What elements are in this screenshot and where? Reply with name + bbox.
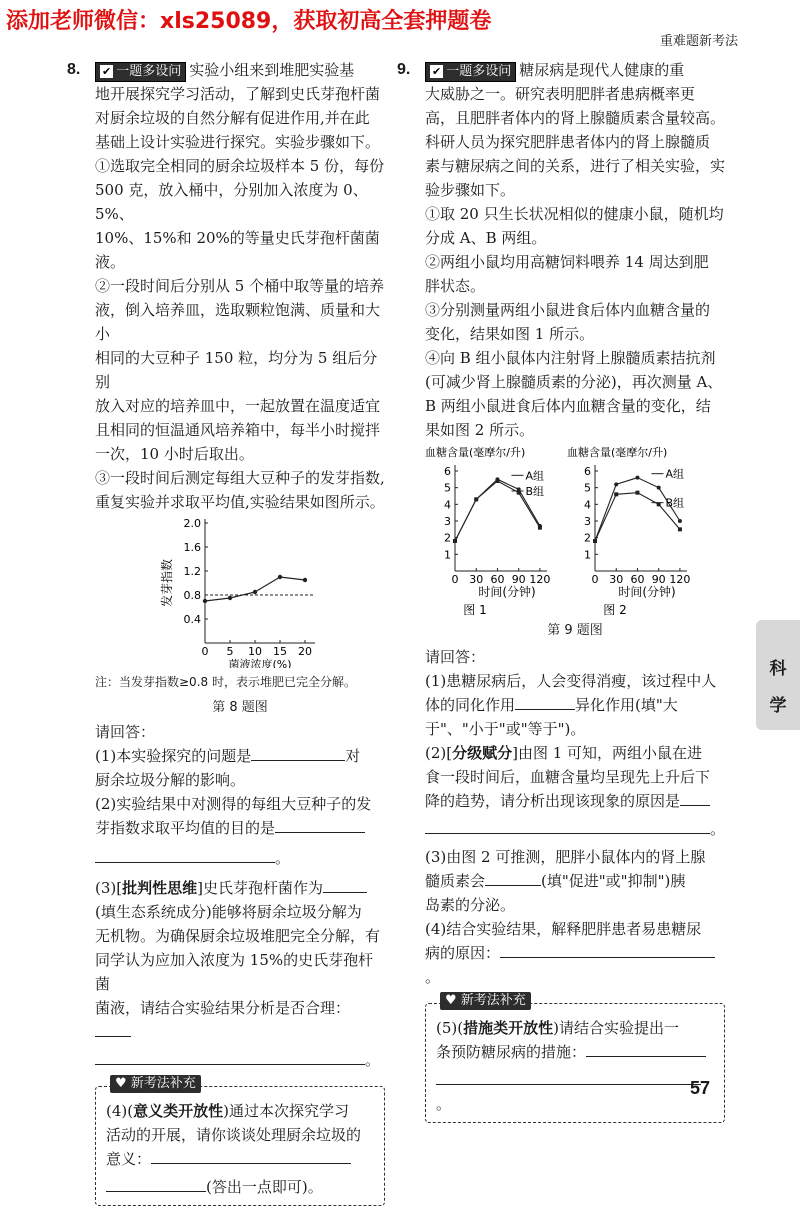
q9-sub2 [425, 741, 725, 765]
q9-sub2-blank-b[interactable] [425, 817, 710, 834]
q8-line: ③一段时间后测定每组大豆种子的发芽指数, [95, 469, 385, 487]
x-tick-label: 20 [298, 645, 312, 658]
side-tab-char-2: 学 [769, 696, 787, 716]
q8-sub3-line [95, 1048, 385, 1072]
x-tick-label: 60 [490, 573, 505, 586]
q8-sub2-blank-b[interactable] [95, 846, 275, 863]
q9-line: 变化，结果如图 1 所示。 [425, 325, 595, 343]
q8-sub2-cont [95, 816, 385, 840]
q8-caption: 第 8 题图 [212, 700, 268, 715]
q9-sub2-c: 食一段时间后，血糖含量均呈现先上升后下 [425, 768, 711, 786]
chart-title: 图 1 [463, 603, 487, 617]
q9-sub2-tag: 分级赋分 [452, 744, 513, 762]
y-axis-label: 发芽指数 [160, 558, 174, 608]
q8-sub3-blank-a[interactable] [323, 876, 367, 893]
q8-sub2-end: 。 [275, 849, 291, 867]
q8-sub3-c: (填生态系统成分)能够将厨余垃圾分解为 [95, 903, 362, 921]
q8-sub4 [106, 1099, 374, 1123]
x-tick-label: 0 [591, 573, 599, 586]
x-axis-label: 菌液浓度(%) [228, 658, 292, 668]
q9-line: 分成 A、B 两组。 [425, 229, 547, 247]
y-tick-label: 6 [584, 465, 591, 478]
q8-sub4-c: 活动的开展，请你谈谈处理厨余垃圾的 [106, 1126, 362, 1144]
q9-sub5 [436, 1016, 714, 1040]
q9-sub4-blank[interactable] [500, 941, 715, 958]
x-tick-label: 90 [511, 573, 526, 586]
legend-label: B组 [665, 496, 685, 510]
series-line [205, 577, 305, 601]
y-tick-label: 1.2 [183, 565, 201, 578]
q9-sub5-blank-a[interactable] [586, 1040, 706, 1057]
legend-label: B组 [525, 485, 545, 498]
q8-sub3 [95, 876, 385, 900]
q9-sub5-line [436, 1068, 714, 1116]
data-point [228, 596, 232, 600]
q8-line: ✔ 一题多设问 实验小组来到堆肥实验基 [95, 58, 385, 82]
subject-side-tab [756, 620, 800, 730]
y-tick-label: 3 [444, 515, 451, 528]
q8-sub3-open: (3)[ [95, 879, 123, 897]
legend-label: A组 [525, 469, 544, 483]
q9-sub3-blank[interactable] [485, 869, 541, 886]
data-point [538, 526, 542, 530]
q9-sub2-d [425, 789, 725, 813]
q9-answer-prompt: 请回答： [425, 648, 486, 666]
q8-line: ②一段时间后分别从 5 个桶中取等量的培养 [95, 277, 385, 295]
q8-sub3-blank-b[interactable] [95, 1020, 131, 1037]
q8-line: 500 克，放入桶中，分别加入浓度为 0、5%、 [95, 181, 368, 223]
q9-sub5-open: (5)( [436, 1019, 464, 1037]
page-number: 57 [689, 1078, 710, 1098]
y-tick-label: 3 [584, 515, 591, 528]
x-tick-label: 90 [651, 573, 666, 586]
q8-box-title: ♥ 新考法补充 [110, 1075, 201, 1093]
check-icon: ✔ [102, 65, 112, 78]
y-axis-label: 血糖含量(毫摩尔/升) [567, 446, 668, 459]
q8-sub4-e-text: (答出一点即可)。 [206, 1178, 323, 1196]
question-9-number: 9. [397, 61, 411, 78]
q8-sub1-blank[interactable] [251, 744, 345, 761]
y-tick-label: 4 [444, 498, 451, 512]
q8-sub2: (2)实验结果中对测得的每组大豆种子的发 [95, 795, 372, 813]
q9-sub3-text: 髓质素会 [425, 872, 486, 890]
question-8 [67, 58, 385, 1206]
data-point [253, 590, 257, 594]
q9-extra-box [425, 993, 725, 1123]
q8-answer-prompt: 请回答： [95, 723, 156, 741]
q9-sub2-text: ]由图 1 可知，两组小鼠在进 [512, 744, 703, 762]
q8-sub4-blank-a[interactable] [151, 1147, 351, 1164]
y-tick-label: 2.0 [183, 518, 201, 530]
x-tick-label: 30 [609, 573, 624, 586]
data-point [614, 492, 618, 496]
y-tick-label: 4 [584, 498, 591, 512]
q9-sub1-b [425, 693, 725, 717]
y-tick-label: 1.6 [183, 541, 201, 554]
q8-sub3-e: 同学认为应加入浓度为 15%的史氏芽孢杆菌 [95, 951, 374, 993]
q8-sub1-cont: 厨余垃圾分解的影响。 [95, 771, 246, 789]
q8-sub3-f-text: 菌液，请结合实验结果分析是否合理： [95, 999, 351, 1017]
side-tab-char-1: 科 [769, 659, 787, 679]
q8-line: 地开展探究学习活动，了解到史氏芽孢杆菌 [95, 85, 381, 103]
q8-sub4-open: (4)( [106, 1102, 134, 1120]
q9-sub5-end: 。 [436, 1095, 452, 1113]
q9-line: 高，且肥胖者体内的肾上腺髓质素含量较高。 [425, 109, 726, 127]
check-icon: ✔ [432, 65, 442, 78]
data-point [203, 599, 207, 603]
q9-line: 科研人员为探究肥胖患者体内的肾上腺髓质 [425, 133, 711, 151]
x-tick-label: 120 [529, 573, 551, 586]
q9-caption: 第 9 题图 [547, 623, 603, 638]
q8-sub2-text: 芽指数求取平均值的目的是 [95, 819, 276, 837]
q9-sub5-c-text: 条预防糖尿病的措施： [436, 1043, 587, 1061]
x-axis-label: 时间(分钟) [478, 585, 536, 599]
q8-line: 对厨余垃圾的自然分解有促进作用,并在此 [95, 109, 370, 127]
x-tick-label: 5 [226, 645, 234, 658]
header-title: 重难题新考法 [659, 34, 738, 49]
q9-sub1-blank[interactable] [515, 693, 575, 710]
q8-tag: ✔ 一题多设问 [95, 62, 186, 82]
q8-line: 液，倒入培养皿，选取颗粒饱满、质量和大小 [95, 301, 381, 343]
q8-sub3-d: 无机物。为确保厨余垃圾堆肥完全分解，有 [95, 927, 381, 945]
q9-sub1-text: 体的同化作用 [425, 696, 516, 714]
q9-tag: ✔ 一题多设问 [425, 62, 516, 82]
data-point [593, 539, 597, 543]
q9-box-title: ♥ 新考法补充 [440, 992, 531, 1010]
q8-line: ①选取完全相同的厨余垃圾样本 5 份，每份 [95, 157, 385, 175]
y-tick-label: 6 [444, 465, 451, 478]
data-point [278, 575, 282, 579]
data-point [635, 476, 639, 480]
y-tick-label: 2 [444, 531, 451, 545]
q9-line: 胖状态。 [425, 277, 486, 295]
q9-sub1-text-c: 异化作用(填"大 [575, 696, 678, 714]
y-tick-label: 1 [444, 548, 451, 562]
q9-text [425, 58, 725, 442]
q9-line: 果如图 2 所示。 [425, 421, 535, 439]
q9-sub4-b [425, 941, 725, 989]
x-tick-label: 10 [248, 645, 262, 658]
q8-sub3-blank-c[interactable] [95, 1048, 365, 1065]
y-tick-label: 1 [584, 548, 591, 562]
q9-charts-svg [425, 444, 725, 619]
q9-sub5-blank-b[interactable] [436, 1068, 701, 1085]
q9-sub3: (3)由图 2 可推测，肥胖小鼠体内的肾上腺 [425, 848, 706, 866]
q9-line: 素与糖尿病之间的关系，进行了相关实验，实 [425, 157, 726, 175]
q8-line: 10%、15%和 20%的等量史氏芽孢杆菌菌液。 [95, 229, 380, 271]
q8-sub3-end: 。 [365, 1051, 381, 1069]
data-point [657, 486, 661, 490]
q8-chart-svg [95, 518, 385, 668]
q9-line: ①取 20 只生长状况相似的健康小鼠，随机均 [425, 205, 724, 223]
q9-sub5-tag: 措施类开放性 [463, 1019, 554, 1037]
question-8-number: 8. [67, 61, 81, 78]
q8-sub3-f [95, 996, 385, 1044]
x-tick-label: 0 [451, 573, 459, 586]
y-axis-label: 血糖含量(毫摩尔/升) [425, 446, 526, 459]
legend-label: A组 [665, 467, 684, 481]
q8-sub2-blank-a[interactable] [275, 816, 365, 833]
q9-line: 大威胁之一。研究表明肥胖者患病概率更 [425, 85, 696, 103]
q9-sub4-text: 病的原因： [425, 944, 501, 962]
x-tick-label: 0 [201, 645, 209, 658]
data-point [474, 497, 478, 501]
q8-sub1 [95, 744, 385, 768]
y-tick-label: 5 [584, 481, 591, 495]
question-9 [397, 58, 726, 1123]
q9-sub3-b [425, 869, 725, 893]
q9-line: ③分别测量两组小鼠进食后体内血糖含量的 [425, 301, 711, 319]
q9-charts [425, 444, 725, 619]
q8-line: 一次，10 小时后取出。 [95, 445, 254, 463]
y-tick-label: 0.4 [183, 613, 201, 626]
data-point [635, 491, 639, 495]
q8-sub3-text: ]史氏芽孢杆菌作为 [197, 879, 323, 897]
q9-sub2-blank-a[interactable] [680, 789, 710, 806]
q8-sub4-text: )通过本次探究学习 [223, 1102, 349, 1120]
data-point [614, 482, 618, 486]
data-point [678, 519, 682, 523]
q8-note: 注：当发芽指数≥0.8 时，表示堆肥已完全分解。 [95, 675, 356, 689]
watermark: 添加老师微信：xls25089，获取初高全套押题卷 [6, 9, 492, 34]
q9-sub3-text-c: (填"促进"或"抑制")胰 [541, 872, 686, 890]
q9-sub2-line [425, 817, 725, 841]
x-tick-label: 120 [669, 573, 691, 586]
y-tick-label: 0.8 [183, 589, 201, 602]
x-tick-label: 15 [273, 645, 287, 658]
q9-line: (可减少肾上腺髓质素的分泌)，再次测量 A、 [425, 373, 723, 391]
q9-sub3-d: 岛素的分泌。 [425, 896, 516, 914]
q8-sub4-d [106, 1147, 374, 1171]
q9-sub5-text: )请结合实验提出一 [553, 1019, 679, 1037]
q9-sub2-d-text: 降的趋势，请分析出现该现象的原因是 [425, 792, 681, 810]
q8-text [95, 58, 385, 514]
data-point [453, 539, 457, 543]
q8-sub4-tag: 意义类开放性 [133, 1102, 224, 1120]
q9-sub5-c [436, 1040, 714, 1064]
q8-sub4-blank-b[interactable] [106, 1175, 206, 1192]
q8-chart [95, 518, 385, 668]
chart-title: 图 2 [603, 603, 627, 617]
q9-line: ④向 B 组小鼠体内注射肾上腺髓质素拮抗剂 [425, 349, 716, 367]
q9-line: 验步骤如下。 [425, 181, 516, 199]
q9-sub2-open: (2)[ [425, 744, 453, 762]
q9-sub1-d: 于"、"小于"或"等于")。 [425, 720, 586, 738]
q8-sub4-d-text: 意义： [106, 1150, 152, 1168]
q8-line: 且相同的恒温通风培养箱中，每半小时搅拌 [95, 421, 381, 439]
q9-line: B 两组小鼠进食后体内血糖含量的变化，结 [425, 397, 711, 415]
data-point [495, 479, 499, 483]
q9-line: ✔ 一题多设问 糖尿病是现代人健康的重 [425, 58, 725, 82]
data-point [303, 578, 307, 582]
x-axis-label: 时间(分钟) [618, 585, 676, 599]
q8-extra-box [95, 1076, 385, 1206]
q9-sub4-end: 。 [425, 968, 441, 986]
x-tick-label: 30 [469, 573, 484, 586]
y-tick-label: 5 [444, 481, 451, 495]
data-point [678, 527, 682, 531]
q8-sub3-tag: 批判性思维 [122, 879, 198, 897]
y-tick-label: 2 [584, 531, 591, 545]
q8-line: 相同的大豆种子 150 粒，均分为 5 组后分别 [95, 349, 378, 391]
q8-sub2-line [95, 846, 385, 870]
q8-sub4-e [106, 1175, 374, 1199]
q8-line: 重复实验并求取平均值,实验结果如图所示。 [95, 493, 385, 511]
q9-sub1: (1)患糖尿病后，人会变得消瘦，该过程中人 [425, 672, 717, 690]
q8-line: 放入对应的培养皿中，一起放置在温度适宜 [95, 397, 381, 415]
q8-sub1-text: (1)本实验探究的问题是 [95, 747, 252, 765]
q9-line: ②两组小鼠均用高糖饲料喂养 14 周达到肥 [425, 253, 709, 271]
q9-sub2-end: 。 [710, 820, 726, 838]
q8-sub1-text-b: 对 [345, 747, 361, 765]
q9-sub4: (4)结合实验结果，解释肥胖患者易患糖尿 [425, 920, 702, 938]
q8-line: 基础上设计实验进行探究。实验步骤如下。 [95, 133, 381, 151]
x-tick-label: 60 [630, 573, 645, 586]
